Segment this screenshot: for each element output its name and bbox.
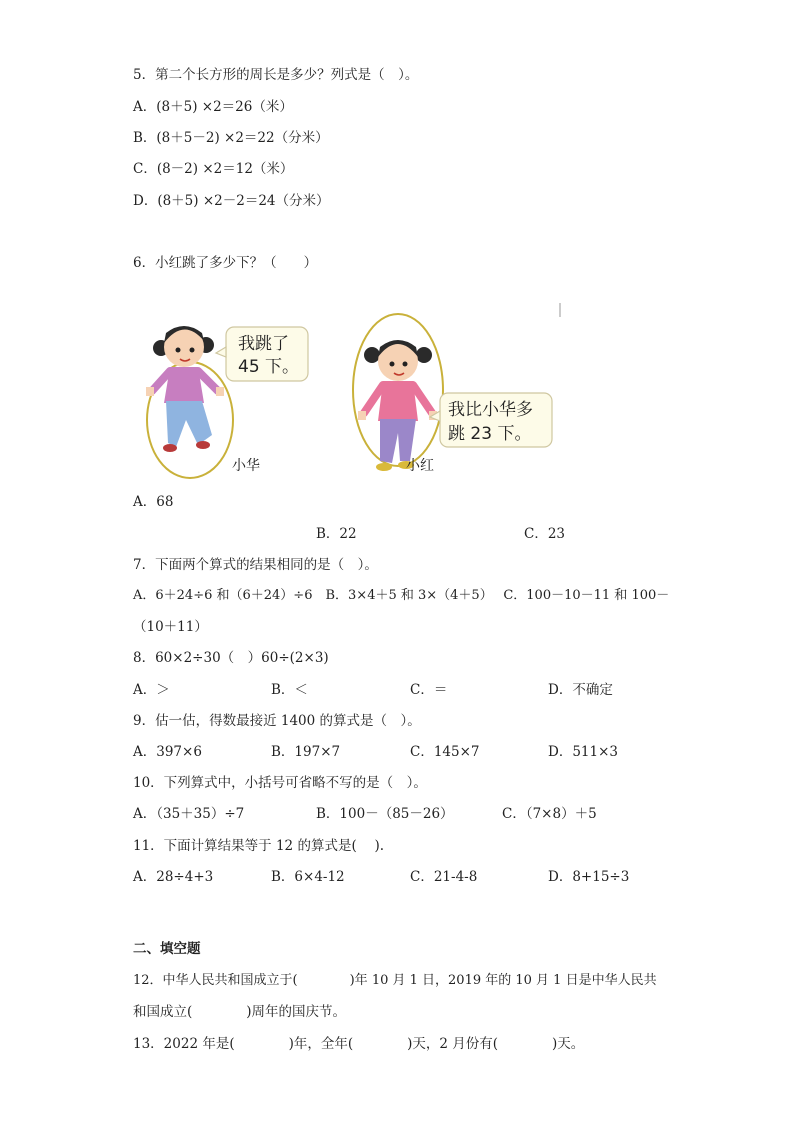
q9-option-c: C．145×7 — [410, 744, 480, 760]
q11-option-c: C．21-4-8 — [410, 869, 478, 885]
q8-option-a: A．＞ — [133, 682, 170, 698]
q5-stem: 5．第二个长方形的周长是多少？列式是（ ）。 — [133, 67, 419, 83]
q7-stem: 7．下面两个算式的结果相同的是（ ）。 — [133, 557, 378, 573]
xiaohong-bubble-line2: 跳 23 下。 — [448, 424, 532, 444]
q13-line1: 13．2022 年是( )年，全年( )天，2 月份有( )天。 — [133, 1036, 585, 1052]
q9-stem: 9．估一估，得数最接近 1400 的算式是（ ）。 — [133, 713, 421, 729]
q8-option-b: B．＜ — [271, 682, 308, 698]
q5-option-a: A．(8＋5) ×2＝26（米） — [133, 99, 293, 115]
q5-option-c: C．(8－2) ×2＝12（米） — [133, 161, 294, 177]
q5-option-d: D．(8＋5) ×2－2＝24（分米） — [133, 193, 330, 209]
q6-option-c: C．23 — [524, 526, 566, 542]
xiaohua-bubble-line2: 45 下。 — [238, 357, 300, 377]
q9-option-d: D．511×3 — [548, 744, 618, 760]
section-title-fill-in: 二、填空题 — [133, 941, 201, 957]
q11-option-d: D．8+15÷3 — [548, 869, 630, 885]
q8-stem: 8．60×2÷30（ ）60÷(2×3) — [133, 650, 329, 666]
q12-line1: 12．中华人民共和国成立于( )年 10 月 1 日，2019 年的 10 月 1 日是中华人民共 — [133, 973, 657, 988]
q11-option-b: B．6×4-12 — [271, 869, 345, 885]
q8-option-d: D．不确定 — [548, 682, 613, 698]
q6-option-a: A．68 — [133, 494, 174, 510]
q8-option-c: C．＝ — [410, 682, 448, 698]
q6-option-b: B．22 — [316, 526, 357, 542]
xiaohong-bubble-line1: 我比小华多 — [448, 400, 533, 420]
xiaohua-name: 小华 — [232, 458, 260, 474]
q9-option-a: A．397×6 — [133, 744, 202, 760]
xiaohong-girl — [353, 314, 552, 474]
xiaohua-bubble-line1: 我跳了 — [238, 334, 289, 354]
q7-options-line1: A．6＋24÷6 和（6＋24）÷6 B．3×4＋5 和 3×（4＋5） C．100－10－11 和 100－ — [133, 588, 670, 603]
q12-line2: 和国成立( )周年的国庆节。 — [133, 1004, 347, 1020]
q6-stem: 6．小红跳了多少下？（ ） — [133, 255, 318, 271]
q7-options-line2: （10＋11） — [133, 619, 208, 635]
q10-option-c: C．（7×8）＋5 — [502, 806, 597, 822]
q10-stem: 10．下列算式中，小括号可省略不写的是（ ）。 — [133, 775, 427, 791]
jump-rope-illustration — [140, 295, 570, 490]
q11-stem: 11．下面计算结果等于 12 的算式是( ). — [133, 838, 385, 854]
q11-option-a: A．28÷4+3 — [133, 869, 214, 885]
q10-option-b: B．100－（85－26） — [316, 806, 454, 822]
q5-option-b: B．(8＋5－2) ×2＝22（分米） — [133, 130, 329, 146]
q10-option-a: A．（35＋35）÷7 — [133, 806, 245, 822]
xiaohong-name: 小红 — [406, 458, 434, 474]
q9-option-b: B．197×7 — [271, 744, 341, 760]
xiaohua-girl — [146, 326, 308, 478]
